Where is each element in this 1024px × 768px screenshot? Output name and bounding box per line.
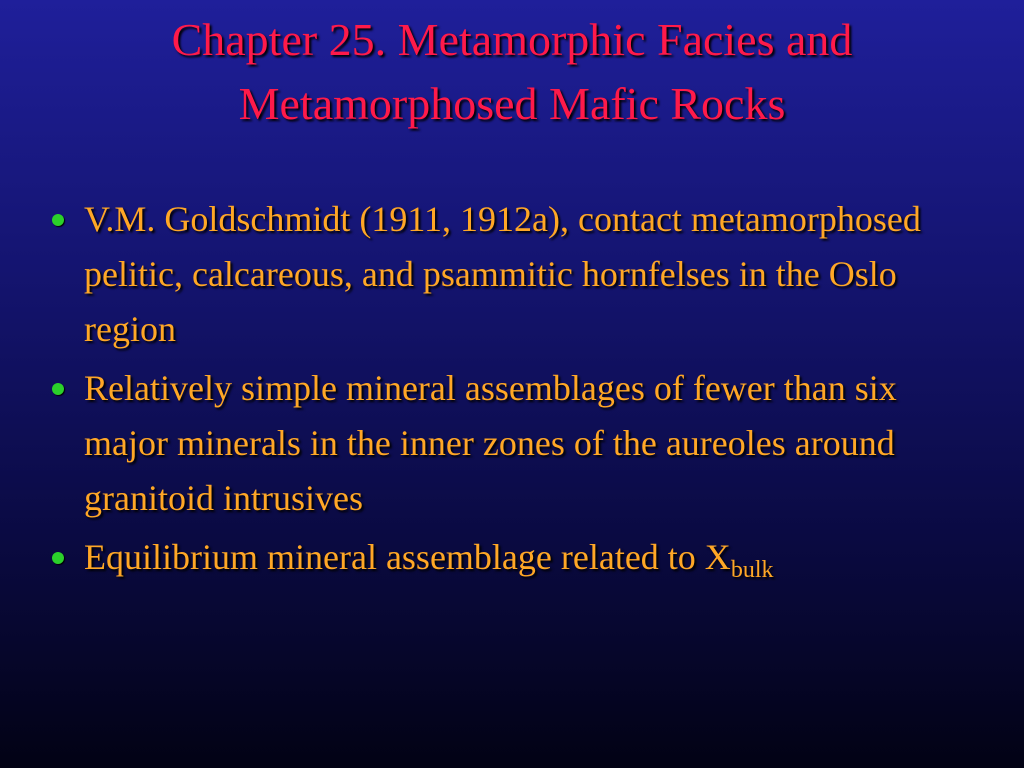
bullet-text: Equilibrium mineral assemblage related to X [84, 537, 731, 577]
bullet-icon [52, 383, 64, 395]
bullet-item-goldschmidt [48, 192, 988, 357]
bullet-list [48, 192, 988, 589]
slide-title-line-1: Chapter 25. Metamorphic Facies and [171, 14, 853, 65]
bullet-icon [52, 552, 64, 564]
slide-title [40, 8, 984, 136]
bullet-icon [52, 214, 64, 226]
bullet-text: V.M. Goldschmidt (1911, 1912a), contact metamorphosed pelitic, calcareous, and psammitic hornfelses in the Oslo region [84, 199, 921, 349]
bullet-subscript: bulk [730, 557, 774, 583]
bullet-item-equilibrium [48, 530, 988, 585]
bullet-text: Relatively simple mineral assemblages of fewer than six major minerals in the inner zones of the aureoles around granitoid intrusives [84, 368, 897, 518]
slide-title-line-2: Metamorphosed Mafic Rocks [238, 78, 786, 129]
bullet-item-assemblages [48, 361, 988, 526]
